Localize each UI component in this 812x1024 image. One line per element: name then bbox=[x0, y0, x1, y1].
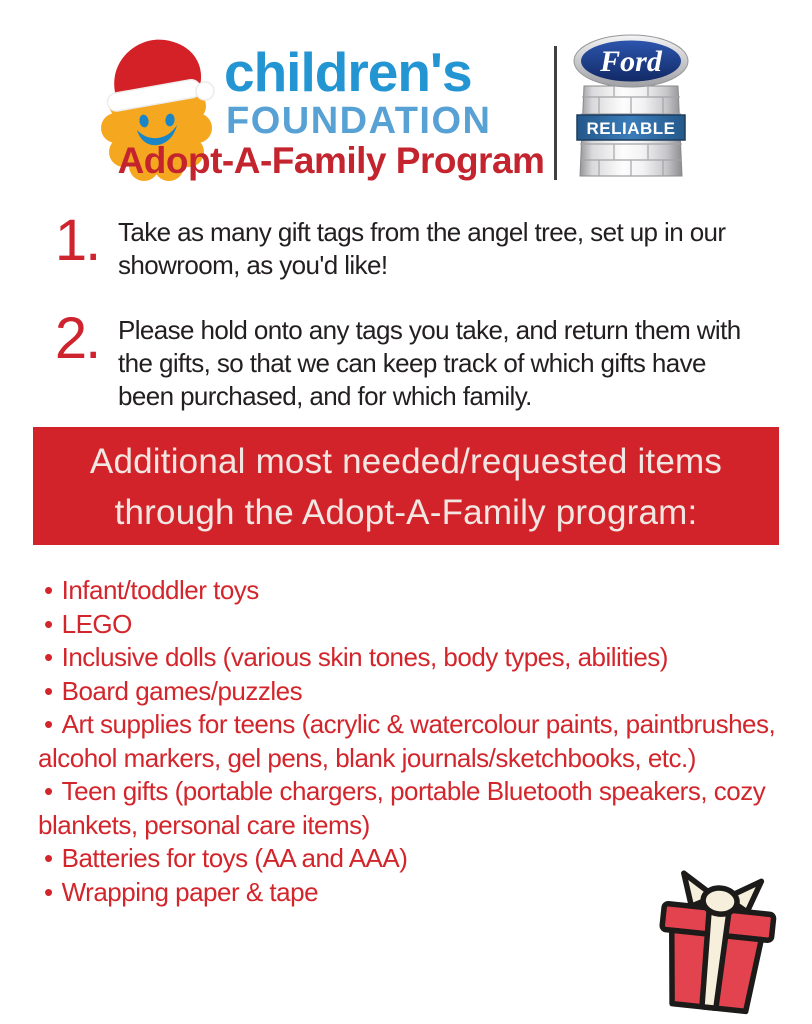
needed-items-banner bbox=[33, 427, 779, 545]
needed-item bbox=[38, 608, 800, 642]
needed-item-text: Inclusive dolls (various skin tones, body types, abilities) bbox=[61, 642, 668, 672]
program-title: Adopt-A-Family Program bbox=[117, 140, 545, 181]
ford-wordmark: Ford bbox=[600, 45, 662, 78]
header-divider bbox=[554, 46, 557, 180]
bullet-marker: • bbox=[44, 843, 53, 873]
instruction-step bbox=[50, 306, 764, 413]
needed-item-text: LEGO bbox=[61, 608, 132, 639]
needed-item-text: Teen gifts (portable chargers, portable Bluetooth speakers, cozy blankets, personal care items) bbox=[38, 776, 766, 840]
step-number: 1. bbox=[54, 208, 100, 273]
needed-item bbox=[38, 574, 800, 608]
needed-item bbox=[38, 708, 800, 775]
bullet-marker: • bbox=[44, 608, 53, 639]
bullet-marker: • bbox=[44, 675, 53, 706]
bullet-marker: • bbox=[44, 876, 53, 907]
needed-items-list bbox=[38, 574, 800, 909]
banner-line2: through the Adopt-A-Family program: bbox=[114, 493, 698, 532]
needed-item-text: Board games/puzzles bbox=[61, 675, 303, 706]
needed-item bbox=[38, 641, 800, 675]
needed-item-text: Infant/toddler toys bbox=[61, 575, 259, 605]
org-name-line1: children's bbox=[224, 41, 472, 103]
needed-item-text: Wrapping paper & tape bbox=[61, 876, 319, 907]
bullet-marker: • bbox=[44, 575, 53, 605]
step-text: Take as many gift tags from the angel tree, set up in our showroom, as you'd like! bbox=[118, 217, 726, 280]
ford-sign-label: RELIABLE bbox=[586, 119, 676, 138]
needed-item-text: Batteries for toys (AA and AAA) bbox=[61, 843, 408, 873]
step-text: Please hold onto any tags you take, and return them with the gifts, so that we can keep track of which gifts have been purchased, and for which family. bbox=[118, 315, 741, 411]
needed-item bbox=[38, 675, 800, 709]
needed-item bbox=[38, 775, 800, 842]
bullet-marker: • bbox=[44, 642, 53, 672]
bullet-marker: • bbox=[44, 776, 53, 806]
gift-box-icon bbox=[640, 857, 793, 1023]
ford-reliable-sign-icon bbox=[568, 34, 694, 184]
step-number: 2. bbox=[54, 306, 100, 371]
banner-line1: Additional most needed/requested items bbox=[89, 442, 723, 481]
bullet-marker: • bbox=[44, 709, 53, 739]
instructions-list bbox=[50, 208, 764, 443]
org-name-line2: FOUNDATION bbox=[226, 100, 492, 142]
needed-item-text: Art supplies for teens (acrylic & watercolour paints, paintbrushes, alcohol markers, gel pens, blank journals/sketchbooks, etc.) bbox=[38, 709, 776, 773]
instruction-step bbox=[50, 208, 764, 282]
